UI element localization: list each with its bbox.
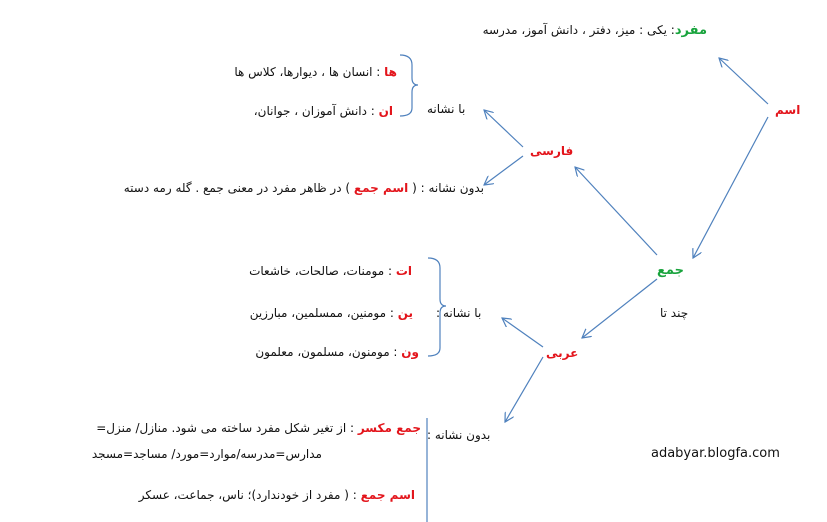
farsi-ba-neshane: با نشانه [427, 102, 466, 116]
ha-marker: ها [384, 65, 397, 79]
arabi-ba-neshane: با نشانه [443, 306, 482, 320]
chand-ta-label: چند تا [660, 306, 689, 320]
bedun-prefix: بدون نشانه : ( [408, 181, 484, 195]
arrow-farsi-to-bedun [484, 156, 523, 185]
ism-jam-row [139, 487, 415, 503]
arrow-farsi-to-ba-neshane [484, 110, 523, 147]
arabi-in-row [250, 305, 413, 321]
un-marker: ون [401, 345, 419, 359]
watermark: adabyar.blogfa.com [651, 446, 780, 461]
mokassar-row [96, 420, 421, 436]
an-examples: : دانش آموزان ، جوانان، [253, 104, 379, 118]
un-examples: : مومنون، مسلمون، معلمون [255, 345, 402, 359]
in-marker: ین [397, 306, 413, 320]
arabi-at-row [249, 263, 412, 279]
ism-jam-text: : ( مفرد از خودندارد)؛ ناس، جماعت، عسکر [138, 488, 361, 502]
arrow-ism-to-jam [693, 117, 768, 258]
farsi-an-row [254, 103, 393, 119]
mokassar-text: : از تغیر شکل مفرد ساخته می شود. منازل/ منزل= [96, 421, 358, 435]
arabi-un-row [255, 344, 419, 360]
ha-examples: : انسان ها ، دیوارها، کلاس ها [234, 65, 385, 79]
ism-label: اسم [775, 103, 801, 117]
arabi-label: عربی [546, 346, 579, 360]
an-marker: ان [378, 104, 393, 118]
arrow-jam-to-farsi [575, 167, 657, 255]
mufrad-examples: : یکی : میز، دفتر ، دانش آموز، مدرسه [482, 23, 675, 37]
arrow-jam-to-arabi [582, 279, 657, 338]
in-examples: : مومنین، ممسلمین، مبارزین [249, 306, 398, 320]
arrow-ism-to-mufrad [719, 58, 768, 104]
mufrad-row [483, 22, 707, 39]
mokassar-marker: جمع مکسر [357, 421, 421, 435]
brace-farsi [400, 55, 418, 116]
farsi-ha-row [234, 64, 397, 80]
at-marker: ات [395, 264, 412, 278]
arrow-arabi-to-ba-neshane [502, 318, 543, 347]
bedun-suffix: ) در ظاهر مفرد در معنی جمع . گله رمه دسته [123, 181, 354, 195]
arabi-bedun: بدون نشانه : [427, 428, 491, 442]
farsi-bedun-row [124, 180, 484, 196]
mokassar-line2: مدارس=مدرسه/موارد=مورد/ مساجد=مسجد [91, 447, 322, 461]
ism-jam-marker: اسم جمع [360, 488, 415, 502]
arabi-colon: : [436, 306, 441, 320]
at-examples: : مومنات، صالحات، خاشعات [249, 264, 396, 278]
jam-label: جمع [657, 263, 684, 278]
mufrad-label: مفرد [674, 23, 707, 38]
farsi-label: فارسی [530, 144, 574, 158]
arrow-arabi-to-bedun [505, 357, 543, 422]
bedun-marker: اسم جمع [353, 181, 409, 195]
